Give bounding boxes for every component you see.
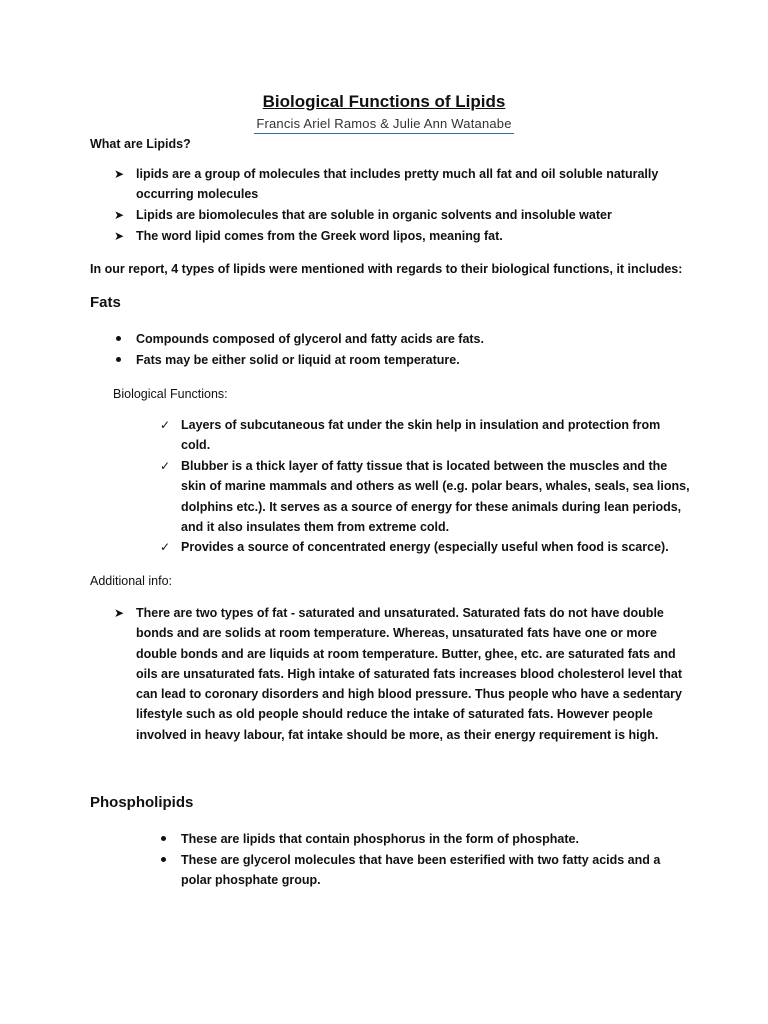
arrow-bullet-icon: ➤	[114, 606, 125, 620]
what-are-lipids-heading: What are Lipids?	[90, 137, 191, 151]
function-item: Layers of subcutaneous fat under the skin help in insulation and protection from cold.	[181, 418, 661, 453]
dot-bullet-icon	[161, 857, 166, 862]
dot-bullet-icon	[161, 836, 166, 841]
arrow-bullet-icon: ➤	[114, 229, 125, 243]
fats-bullet: Compounds composed of glycerol and fatty acids are fats.	[136, 332, 484, 346]
function-item: Blubber is a thick layer of fatty tissue that is located between the muscles and the skin of marine mammals and others as well (e.g. polar bears, whales, seals, sea lions, dolphins etc.). It serves as a source of energy for these animals during lean periods, and it also insulates them from extreme cold.	[181, 459, 690, 534]
dot-bullet-icon	[116, 336, 121, 341]
arrow-bullet-icon: ➤	[114, 167, 125, 181]
authors-underline	[254, 133, 514, 134]
function-item: Provides a source of concentrated energy (especially useful when food is scarce).	[181, 540, 669, 554]
intro-item: Lipids are biomolecules that are soluble in organic solvents and insoluble water	[136, 208, 612, 222]
fats-bullet: Fats may be either solid or liquid at room temperature.	[136, 353, 460, 367]
biological-functions-label: Biological Functions:	[113, 387, 228, 401]
phospholipids-heading: Phospholipids	[90, 794, 194, 811]
fats-heading: Fats	[90, 294, 121, 311]
phospholipids-bullet: These are glycerol molecules that have been esterified with two fatty acids and a polar phosphate group.	[181, 853, 661, 888]
authors: Francis Ariel Ramos & Julie Ann Watanabe	[256, 116, 512, 131]
arrow-bullet-icon: ➤	[114, 208, 125, 222]
additional-info-paragraph: There are two types of fat - saturated and unsaturated. Saturated fats do not have double bonds and are solids at room temperature. Whereas, unsaturated fats have one or more double bonds and are liquids at room temperature. Butter, ghee, etc. are saturated fats and oils are unsaturated fats. High intake of saturated fats increases blood cholesterol level that can lead to coronary disorders and high blood pressure. Thus people who have a sedentary lifestyle such as old people should reduce the intake of saturated fats. However people involved in heavy labour, fat intake should be more, as their energy requirement is high.	[136, 606, 682, 742]
check-icon: ✓	[160, 418, 171, 432]
check-icon: ✓	[160, 459, 171, 473]
dot-bullet-icon	[116, 357, 121, 362]
intro-item: lipids are a group of molecules that includes pretty much all fat and oil soluble naturally occurring molecules	[136, 167, 659, 202]
phospholipids-bullet: These are lipids that contain phosphorus in the form of phosphate.	[181, 832, 579, 846]
page-title: Biological Functions of Lipids	[262, 92, 506, 111]
intro-item: The word lipid comes from the Greek word lipos, meaning fat.	[136, 229, 503, 243]
check-icon: ✓	[160, 540, 171, 554]
additional-info-label: Additional info:	[90, 574, 173, 588]
report-intro: In our report, 4 types of lipids were mentioned with regards to their biological functions, it includes:	[90, 262, 683, 276]
